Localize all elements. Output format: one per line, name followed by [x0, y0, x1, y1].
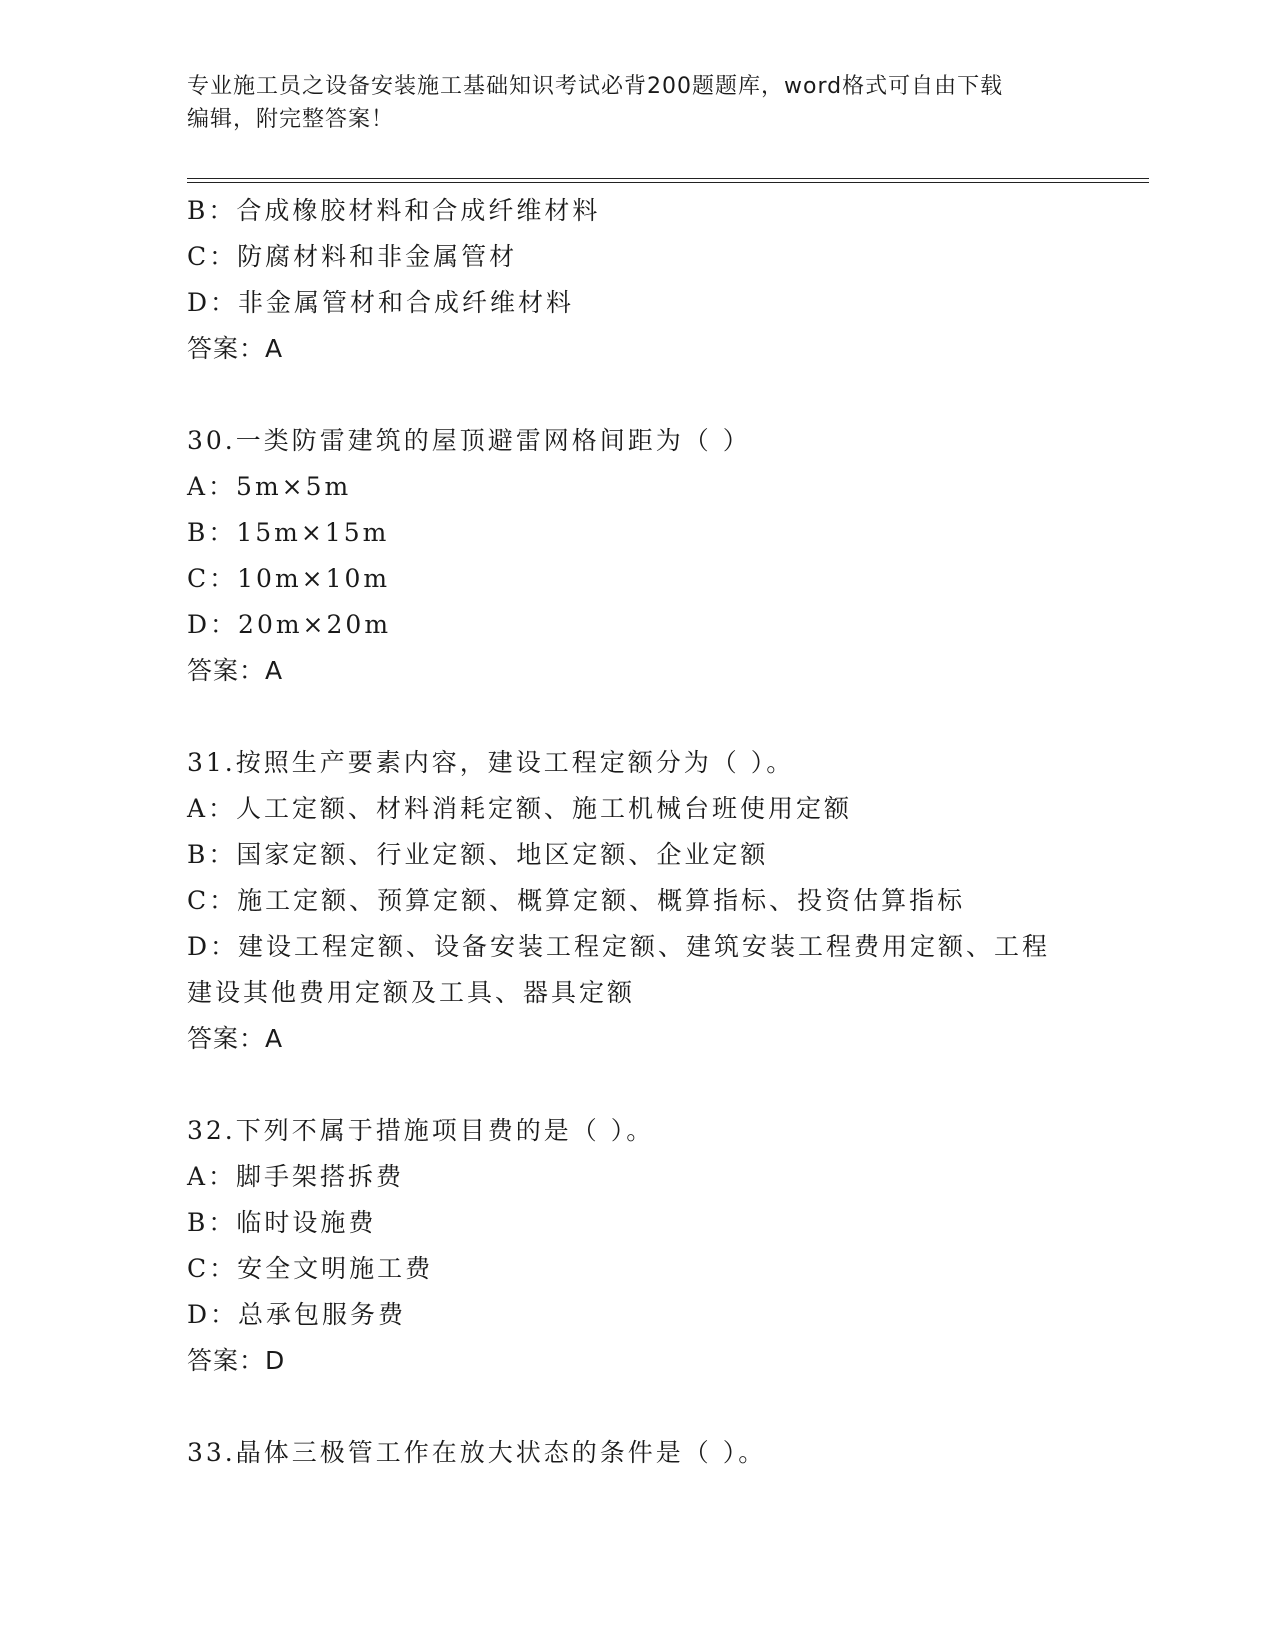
document-header: [187, 70, 1067, 136]
header-divider-top: [187, 178, 1149, 179]
header-title-line-2: 编辑，附完整答案！: [187, 107, 395, 132]
question-31-answer: 答案：A: [187, 1024, 284, 1053]
question-32-block: [187, 1108, 1087, 1384]
question-33-stem: 33.晶体三极管工作在放大状态的条件是（ ）。: [187, 1438, 767, 1467]
spacer: [187, 1062, 1087, 1108]
header-divider-bottom: [187, 182, 1149, 183]
question-32-option-a: A：脚手架搭拆费: [187, 1162, 405, 1191]
question-32-answer: 答案：D: [187, 1346, 286, 1375]
question-31-option-c: C：施工定额、预算定额、概算定额、概算指标、投资估算指标: [187, 886, 966, 915]
question-31-block: [187, 740, 1087, 1062]
question-30-block: [187, 418, 1087, 694]
question-31-option-b: B：国家定额、行业定额、地区定额、企业定额: [187, 840, 769, 869]
spacer: [187, 1384, 1087, 1430]
question-29-option-d: D：非金属管材和合成纤维材料: [187, 288, 575, 317]
header-title-line-1: 专业施工员之设备安装施工基础知识考试必背200题题库，word格式可自由下载: [187, 74, 1004, 99]
question-30-option-a: A：5m×5m: [187, 472, 352, 501]
question-29-answer: 答案：A: [187, 334, 284, 363]
question-32-option-c: C：安全文明施工费: [187, 1254, 434, 1283]
question-31-option-d-line-1: D：建设工程定额、设备安装工程定额、建筑安装工程费用定额、工程: [187, 932, 1051, 961]
question-list: [187, 188, 1087, 1476]
question-33-block: [187, 1430, 1087, 1476]
question-29-block: [187, 188, 1087, 372]
question-30-stem: 30.一类防雷建筑的屋顶避雷网格间距为（ ）: [187, 426, 751, 455]
question-32-option-b: B：临时设施费: [187, 1208, 377, 1237]
question-30-option-c: C：10m×10m: [187, 564, 391, 593]
question-31-stem: 31.按照生产要素内容，建设工程定额分为（ ）。: [187, 748, 795, 777]
question-31-option-d-line-2: 建设其他费用定额及工具、器具定额: [187, 978, 636, 1007]
question-30-option-d: D：20m×20m: [187, 610, 392, 639]
question-32-stem: 32.下列不属于措施项目费的是（ ）。: [187, 1116, 655, 1145]
question-30-option-b: B：15m×15m: [187, 518, 390, 547]
question-29-option-b: B：合成橡胶材料和合成纤维材料: [187, 196, 601, 225]
question-29-option-c: C：防腐材料和非金属管材: [187, 242, 518, 271]
question-30-answer: 答案：A: [187, 656, 284, 685]
question-31-option-a: A：人工定额、材料消耗定额、施工机械台班使用定额: [187, 794, 853, 823]
question-32-option-d: D：总承包服务费: [187, 1300, 407, 1329]
spacer: [187, 694, 1087, 740]
spacer: [187, 372, 1087, 418]
